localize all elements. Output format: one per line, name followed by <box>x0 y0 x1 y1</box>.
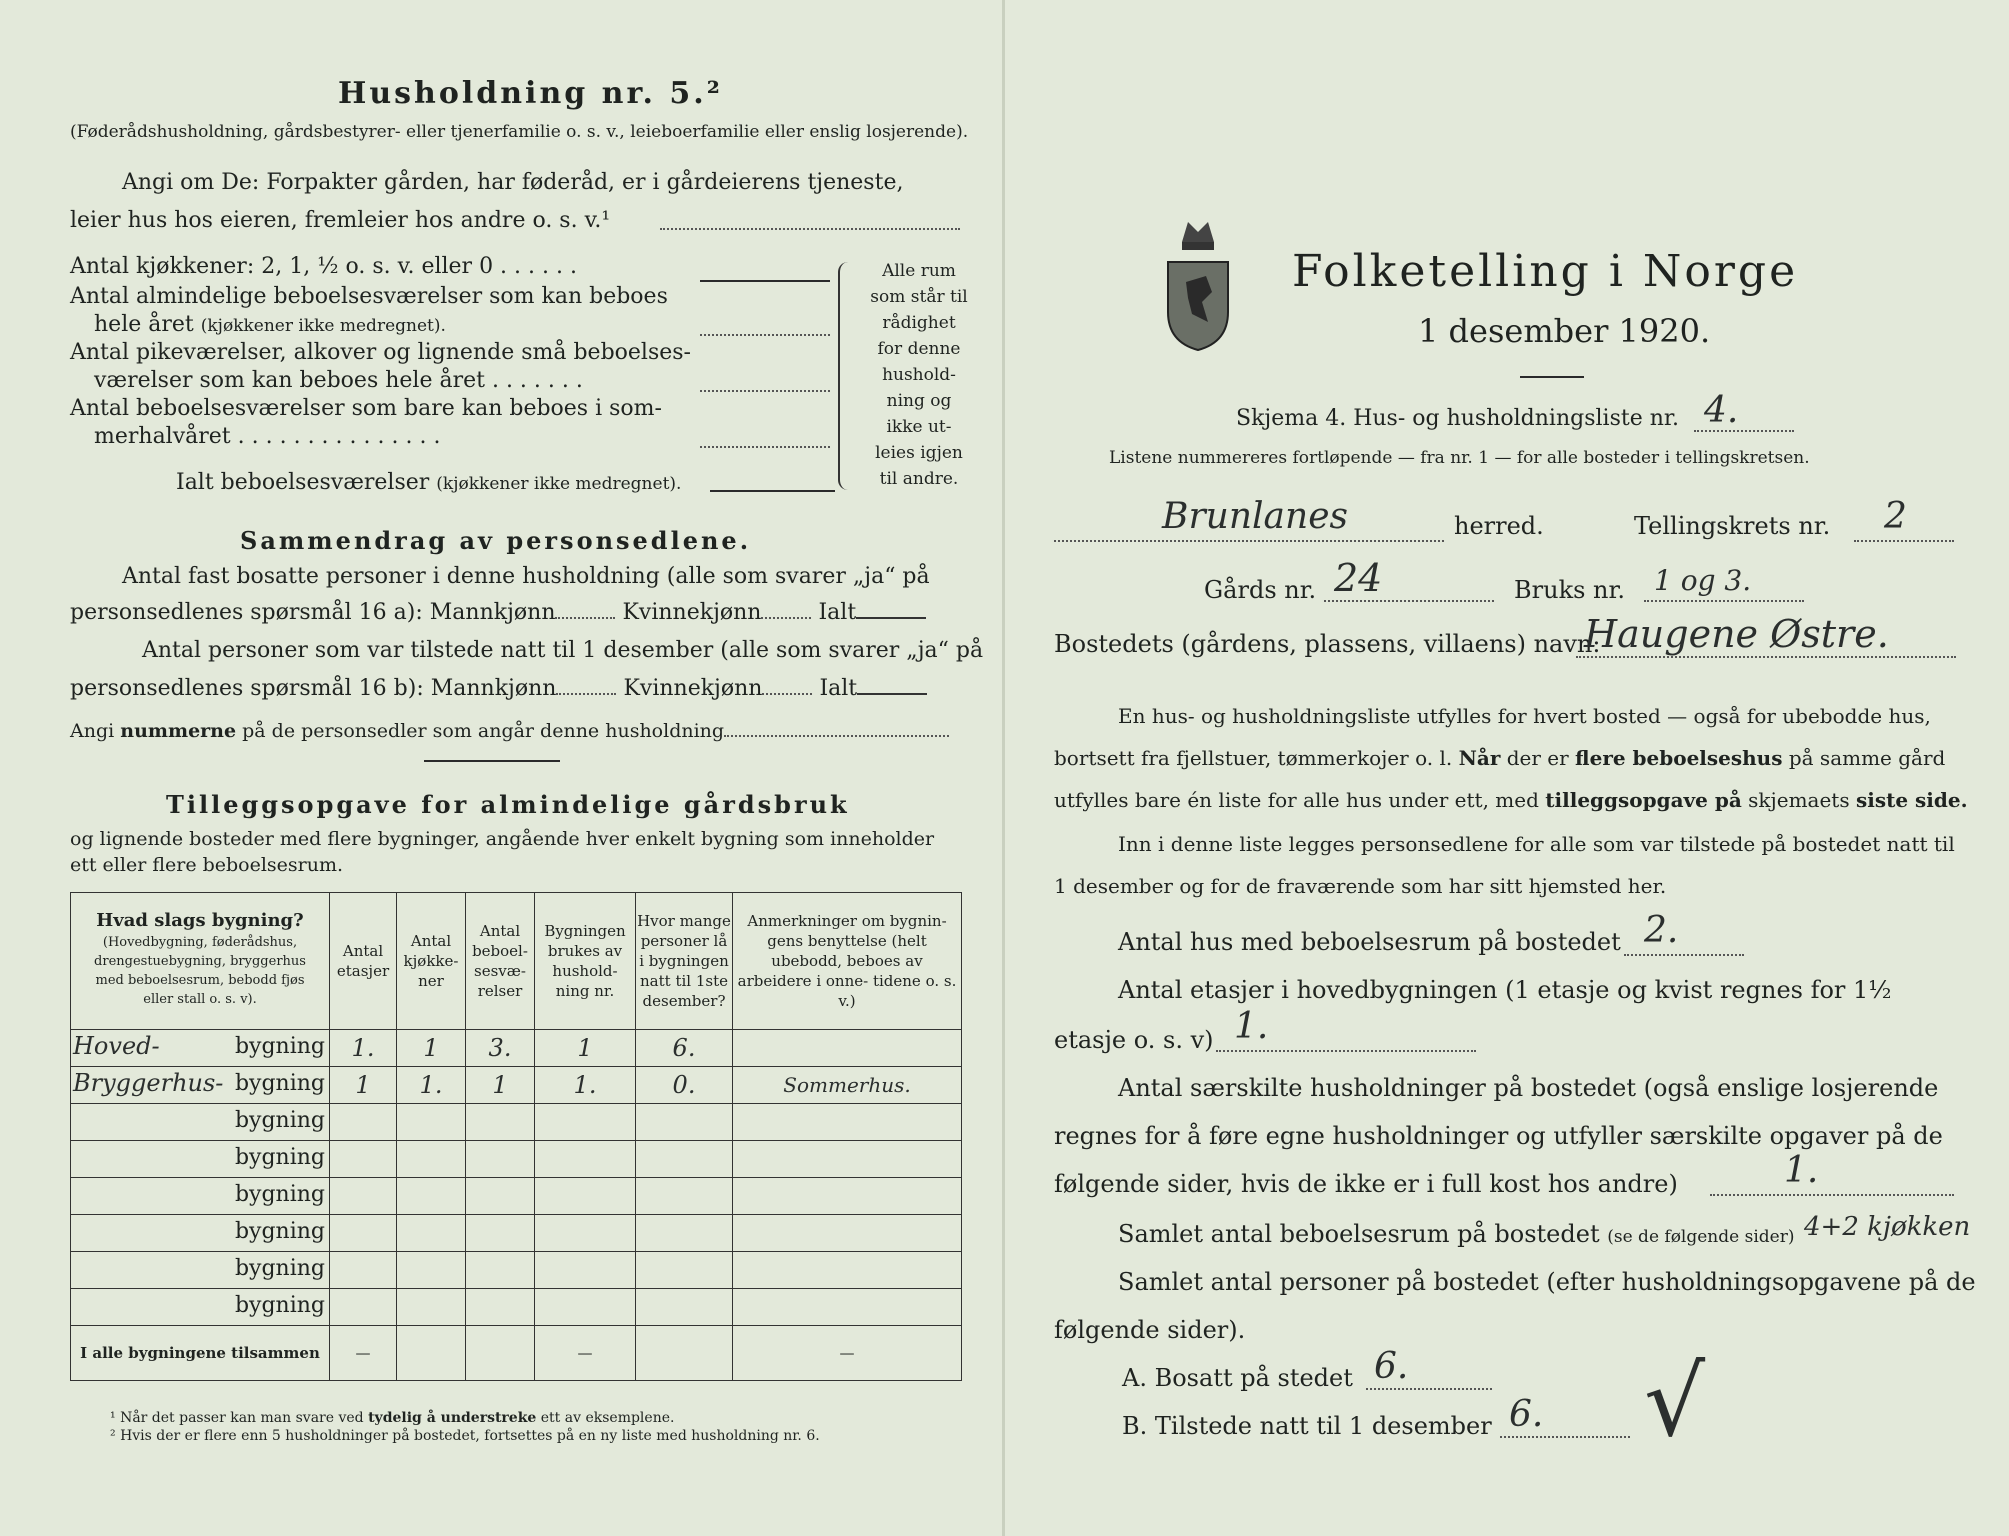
cell-hush <box>535 1289 636 1326</box>
herred-line <box>1054 540 1444 542</box>
household-title: Husholdning nr. 5.² <box>338 76 723 111</box>
section-divider <box>424 760 560 762</box>
cell-personer <box>636 1252 733 1289</box>
cell-anm <box>733 1104 962 1141</box>
cell-hush <box>535 1215 636 1252</box>
rooms-total-answer-line <box>710 490 835 492</box>
hus-value: 2. <box>1644 910 1679 951</box>
bygning-label: bygning <box>234 1293 325 1318</box>
krets-label: Tellingskrets nr. <box>1634 512 1831 540</box>
gards-line <box>1324 600 1494 602</box>
bygning-label: bygning <box>234 1145 325 1170</box>
bygning-label: bygning <box>234 1219 325 1244</box>
cell-personer: 6. <box>636 1030 733 1067</box>
cell-anm <box>733 1289 962 1326</box>
check-mark: √ <box>1644 1346 1706 1458</box>
rooms2-line-b: værelser som kan beboes hele året . . . . . . . <box>94 368 583 393</box>
cell-kjokkener <box>397 1104 466 1141</box>
etasjer-line <box>1216 1050 1476 1052</box>
gards-label: Gårds nr. <box>1204 576 1317 604</box>
total-anmerkninger: — <box>733 1326 962 1381</box>
summary-b-line2: personsedlenes spørsmål 16 b): Mannkjønn <box>70 676 557 701</box>
cell-kjokkener <box>397 1289 466 1326</box>
cell-hush <box>535 1252 636 1289</box>
kitchens-label: Antal kjøkkener: 2, 1, ½ o. s. v. eller 0 . . . . . . <box>70 254 577 279</box>
kitchens-answer-line <box>700 280 830 282</box>
numbering-note: Listene nummereres fortløpende — fra nr. 1 — for alle bosteder i tellingskretsen. <box>1109 448 1810 468</box>
cell-personer <box>636 1215 733 1252</box>
table-row <box>71 1141 962 1178</box>
question-line2: leier hus hos eieren, fremleier hos andre o. s. v.¹ <box>70 208 611 233</box>
cell-etasjer <box>330 1104 397 1141</box>
cell-anm: Sommerhus. <box>733 1067 962 1104</box>
rooms1-answer-line <box>700 334 830 336</box>
cell-personer <box>636 1141 733 1178</box>
b-value: 6. <box>1509 1394 1544 1435</box>
bygning-label: bygning <box>234 1034 325 1059</box>
building-table <box>70 892 962 1381</box>
hus-line <box>1624 954 1744 956</box>
building-type-cell <box>71 1289 330 1326</box>
a-line <box>1366 1388 1492 1390</box>
table-row <box>71 1252 962 1289</box>
cell-kjokkener <box>397 1215 466 1252</box>
table-row <box>71 1289 962 1326</box>
col-header-vaerelser: Antal beboel- sesvæ- relser <box>466 893 535 1030</box>
angi-numbers: Angi nummerne på de personsedler som angår denne husholdning <box>70 720 949 742</box>
cell-etasjer: 1. <box>330 1030 397 1067</box>
krets-line <box>1854 540 1954 542</box>
hush-line3: følgende sider, hvis de ikke er i full kost hos andre) <box>1054 1170 1678 1198</box>
cell-anm <box>733 1141 962 1178</box>
para1-line1: En hus- og husholdningsliste utfylles for hvert bosted — også for ubebodde hus, <box>1118 704 1931 728</box>
side-note: Alle rum som står til rådighet for denne hushold- ning og ikke ut- leies igjen til andre. <box>870 261 968 489</box>
cell-personer <box>636 1289 733 1326</box>
hush-line <box>1710 1194 1954 1196</box>
bygning-label: bygning <box>234 1071 325 1096</box>
right-page <box>1004 0 2009 1536</box>
cell-vaerelser: 3. <box>466 1030 535 1067</box>
rooms1-line-b: hele året <box>94 312 194 337</box>
herred-label: herred. <box>1454 512 1544 540</box>
table-header-row <box>71 893 962 1030</box>
summary-b-kvinne: Kvinnekjønn <box>623 676 763 701</box>
etasjer-line2: etasje o. s. v) <box>1054 1026 1214 1054</box>
skjema-label: Skjema 4. Hus- og husholdningsliste nr. <box>1236 406 1679 431</box>
summary-a-line2: personsedlenes spørsmål 16 a): Mannkjønn <box>70 600 556 625</box>
cell-hush <box>535 1104 636 1141</box>
question-line1: Angi om De: Forpakter gården, har føderåd, er i gårdeierens tjeneste, <box>122 170 904 195</box>
rooms3-answer-line <box>700 446 830 448</box>
cell-vaerelser <box>466 1141 535 1178</box>
building-type-cell <box>71 1178 330 1215</box>
building-type-cell <box>71 1104 330 1141</box>
table-row <box>71 1215 962 1252</box>
cell-vaerelser <box>466 1252 535 1289</box>
col-header-husholdning: Bygningen brukes av hushold- ning nr. <box>535 893 636 1030</box>
coat-of-arms-icon <box>1162 202 1234 352</box>
census-title: Folketelling i Norge <box>1292 246 1799 297</box>
rooms1-line-a: Antal almindelige beboelsesværelser som kan beboes <box>70 284 668 309</box>
rum-value: 4+2 kjøkken <box>1804 1212 1971 1242</box>
para2-line1: Inn i denne liste legges personsedlene for alle som var tilstede på bostedet natt til <box>1118 832 1955 856</box>
hush-line1: Antal særskilte husholdninger på bostedet (også enslige losjerende <box>1118 1074 1939 1102</box>
title-divider <box>1520 376 1584 378</box>
building-type-cell <box>71 1215 330 1252</box>
a-label: A. Bosatt på stedet <box>1122 1364 1353 1392</box>
summary-b-ialt: Ialt <box>819 676 858 701</box>
para1-line3: utfylles bare én liste for alle hus under ett, med tilleggsopgave på skjemaets siste side. <box>1054 788 1968 812</box>
building-type-cell <box>71 1252 330 1289</box>
herred-value: Brunlanes <box>1162 496 1348 537</box>
rum-label: Samlet antal beboelsesrum på bostedet <box>1118 1220 1600 1248</box>
building-type-cell <box>71 1141 330 1178</box>
bygning-label: bygning <box>234 1182 325 1207</box>
supplement-title: Tilleggsopgave for almindelige gårdsbruk <box>166 790 850 819</box>
building-type-cell <box>71 1030 330 1067</box>
bosted-value: Haugene Østre. <box>1584 612 1889 656</box>
supplement-text1: og lignende bosteder med flere bygninger, angående hver enkelt bygning som inneholder <box>70 828 935 850</box>
cell-kjokkener <box>397 1178 466 1215</box>
b-label: B. Tilstede natt til 1 desember <box>1122 1412 1492 1440</box>
summary-a-ialt: Ialt <box>818 600 857 625</box>
cell-kjokkener: 1 <box>397 1030 466 1067</box>
hush-value: 1. <box>1784 1150 1819 1191</box>
rum-note: (se de følgende sider) <box>1607 1227 1795 1247</box>
table-row <box>71 1178 962 1215</box>
bruks-line <box>1644 600 1804 602</box>
cell-vaerelser <box>466 1178 535 1215</box>
bruks-label: Bruks nr. <box>1514 576 1625 604</box>
cell-anm <box>733 1030 962 1067</box>
cell-etasjer <box>330 1141 397 1178</box>
supplement-text2: ett eller flere beboelsesrum. <box>70 854 344 876</box>
rooms-total-note: (kjøkkener ikke medregnet). <box>436 474 682 494</box>
cell-kjokkener: 1. <box>397 1067 466 1104</box>
cell-kjokkener <box>397 1252 466 1289</box>
gards-value: 24 <box>1334 556 1383 600</box>
skjema-line <box>1694 430 1794 432</box>
rooms2-line-a: Antal pikeværelser, alkover og lignende små beboelses- <box>70 340 691 365</box>
cell-vaerelser: 1 <box>466 1067 535 1104</box>
col-header-type: Hvad slags bygning? (Hovedbygning, føderådshus, drengestuebygning, bryggerhus med beboelsesrum, bebodd fjøs eller stall o. s. v). <box>71 893 330 1030</box>
rooms3-line-a: Antal beboelsesværelser som bare kan beboes i som- <box>70 396 662 421</box>
col-header-kjokkener: Antal kjøkke- ner <box>397 893 466 1030</box>
footnote-1: ¹ Når det passer kan man svare ved tydelig å understreke ett av eksemplene. <box>110 1410 675 1426</box>
rooms2-answer-line <box>700 390 830 392</box>
para1-line2: bortsett fra fjellstuer, tømmerkojer o. l. Når der er flere beboelseshus på samme gård <box>1054 746 1946 770</box>
hus-label: Antal hus med beboelsesrum på bostedet <box>1118 928 1621 956</box>
cell-personer <box>636 1178 733 1215</box>
bygning-label: bygning <box>234 1108 325 1133</box>
summary-title: Sammendrag av personsedlene. <box>240 526 752 555</box>
rooms1-note: (kjøkkener ikke medregnet). <box>200 316 446 336</box>
col-header-personer: Hvor mange personer lå i bygningen natt til 1ste desember? <box>636 893 733 1030</box>
table-total-row <box>71 1326 962 1381</box>
building-name: Bryggerhus- <box>73 1069 224 1097</box>
cell-etasjer: 1 <box>330 1067 397 1104</box>
cell-vaerelser <box>466 1215 535 1252</box>
cell-vaerelser <box>466 1289 535 1326</box>
total-etasjer: — <box>330 1326 397 1381</box>
cell-personer <box>636 1104 733 1141</box>
cell-hush: 1 <box>535 1030 636 1067</box>
summary-a-line1: Antal fast bosatte personer i denne husholdning (alle som svarer „ja“ på <box>122 564 930 589</box>
cell-hush: 1. <box>535 1067 636 1104</box>
cell-personer: 0. <box>636 1067 733 1104</box>
pers-line2: følgende sider). <box>1054 1316 1246 1344</box>
cell-etasjer <box>330 1178 397 1215</box>
a-value: 6. <box>1374 1346 1409 1387</box>
skjema-value: 4. <box>1704 390 1739 431</box>
summary-b-line1: Antal personer som var tilstede natt til 1 desember (alle som svarer „ja“ på <box>142 638 984 663</box>
cell-kjokkener <box>397 1141 466 1178</box>
cell-hush <box>535 1141 636 1178</box>
col-header-etasjer: Antal etasjer <box>330 893 397 1030</box>
question-answer-line <box>660 228 960 230</box>
footnote-2: ² Hvis der er flere enn 5 husholdninger på bostedet, fortsettes på en ny liste med husholdning nr. 6. <box>110 1428 820 1444</box>
cell-anm <box>733 1252 962 1289</box>
cell-hush <box>535 1178 636 1215</box>
summary-a-kvinne: Kvinnekjønn <box>622 600 762 625</box>
cell-etasjer <box>330 1289 397 1326</box>
hush-line2: regnes for å føre egne husholdninger og utfyller særskilte opgaver på de <box>1054 1122 1943 1150</box>
cell-etasjer <box>330 1252 397 1289</box>
bygning-label: bygning <box>234 1256 325 1281</box>
krets-value: 2 <box>1884 496 1907 537</box>
etasjer-line1: Antal etasjer i hovedbygningen (1 etasje og kvist regnes for 1½ <box>1118 976 1892 1004</box>
total-husholdning: — <box>535 1326 636 1381</box>
cell-anm <box>733 1178 962 1215</box>
census-date: 1 desember 1920. <box>1418 312 1711 350</box>
pers-line1: Samlet antal personer på bostedet (efter husholdningsopgavene på de <box>1118 1268 1976 1296</box>
bosted-label: Bostedets (gårdens, plassens, villaens) navn: <box>1054 630 1601 658</box>
building-name: Hoved- <box>73 1032 160 1060</box>
col-header-anmerkninger: Anmerkninger om bygnin- gens benyttelse (helt ubebodd, beboes av arbeidere i onne- tidene o. s. v.) <box>733 893 962 1030</box>
brace <box>838 262 854 490</box>
cell-etasjer <box>330 1215 397 1252</box>
left-page <box>0 0 1004 1536</box>
cell-vaerelser <box>466 1104 535 1141</box>
para2-line2: 1 desember og for de fraværende som har sitt hjemsted her. <box>1054 874 1667 898</box>
etasjer-value: 1. <box>1234 1006 1269 1047</box>
cell-anm <box>733 1215 962 1252</box>
bruks-value: 1 og 3. <box>1654 564 1752 597</box>
rooms-total-label: Ialt beboelsesværelser <box>176 470 430 495</box>
bosted-line <box>1576 656 1956 658</box>
table-row <box>71 1030 962 1067</box>
household-subtitle: (Føderådshusholdning, gårdsbestyrer- eller tjenerfamilie o. s. v., leieboerfamilie eller enslig losjerende). <box>70 122 969 142</box>
building-type-cell <box>71 1067 330 1104</box>
rooms3-line-b: merhalvåret . . . . . . . . . . . . . . . <box>94 424 441 449</box>
table-row <box>71 1104 962 1141</box>
b-line <box>1500 1436 1630 1438</box>
table-row <box>71 1067 962 1104</box>
total-row-label: I alle bygningene tilsammen <box>71 1326 330 1381</box>
